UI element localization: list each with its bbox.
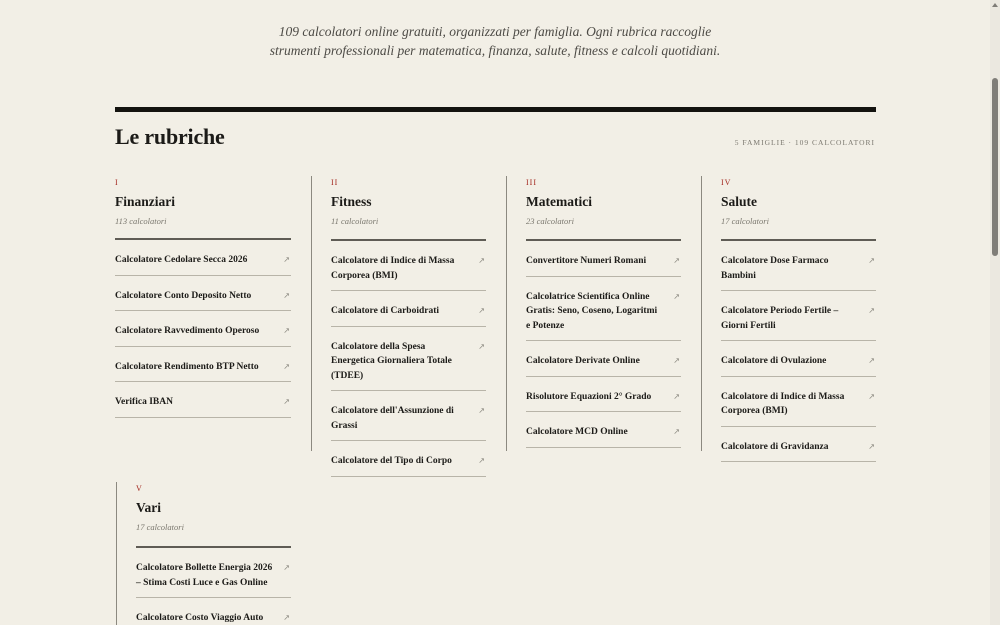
family-title[interactable]: Matematici [526, 194, 592, 209]
arrow-up-right-icon: ↗ [868, 256, 875, 265]
calculator-link[interactable] [721, 377, 876, 427]
calculator-link[interactable] [526, 377, 681, 413]
arrow-up-right-icon: ↗ [673, 291, 680, 301]
family-numeral: II [331, 178, 339, 187]
family-title[interactable]: Finanziari [115, 194, 175, 209]
calculator-link[interactable] [115, 240, 291, 276]
arrow-up-right-icon: ↗ [478, 306, 485, 315]
calculator-link[interactable] [721, 291, 876, 341]
calculator-link[interactable] [115, 382, 291, 418]
section-divider [115, 107, 876, 112]
calculator-link[interactable] [331, 391, 486, 441]
calculator-link[interactable] [721, 341, 876, 377]
family-finanziari [115, 178, 291, 418]
vertical-scrollbar[interactable] [990, 0, 1000, 625]
section-meta: 5 FAMIGLIE · 109 CALCOLATORI [734, 138, 875, 147]
intro-line: strumenti professionali per matematica, finanza, salute, fitness e calcoli quotidiani. [269, 43, 721, 58]
family-numeral: I [115, 178, 119, 187]
calculator-link[interactable] [331, 441, 486, 477]
arrow-up-right-icon: ↗ [283, 361, 290, 371]
family-numeral: IV [721, 178, 732, 187]
arrow-up-right-icon: ↗ [283, 563, 290, 572]
family-fitness [311, 176, 488, 466]
calculator-link[interactable] [331, 291, 486, 327]
arrow-up-right-icon: ↗ [868, 391, 875, 401]
calculator-link[interactable] [115, 347, 291, 383]
calculator-link[interactable] [136, 598, 291, 625]
family-list [136, 548, 291, 625]
calculator-link-label: Calcolatore Conto Deposito Netto [115, 290, 252, 301]
calculator-link[interactable] [526, 412, 681, 448]
calculator-link-label: Calcolatore della Spesa Energetica Giornaliera Totale (TDEE) [331, 341, 452, 381]
calculator-link[interactable] [136, 548, 291, 598]
calculator-link-label: Calcolatore di Gravidanza [721, 441, 829, 452]
arrow-up-right-icon: ↗ [478, 256, 485, 265]
calculator-link-label: Calcolatore Bollette Energia 2026 – Stima Costi Luce e Gas Online [136, 563, 273, 588]
calculator-link[interactable] [721, 427, 876, 463]
arrow-up-right-icon: ↗ [673, 356, 680, 365]
calculator-link-label: Calcolatore Periodo Fertile – Giorni Fertili [721, 306, 839, 331]
family-title[interactable]: Fitness [331, 194, 372, 209]
calculator-link-label: Convertitore Numeri Romani [526, 256, 647, 266]
calculator-link[interactable] [331, 241, 486, 291]
arrow-up-right-icon: ↗ [868, 306, 875, 315]
calculator-link-label: Calcolatore di Ovulazione [721, 356, 827, 366]
calculator-link-label: Calcolatore di Indice di Massa Corporea (BMI) [331, 256, 455, 281]
family-list [721, 241, 876, 462]
arrow-up-right-icon: ↗ [283, 397, 290, 406]
family-matematici [506, 176, 683, 451]
family-count: 113 calcolatori [115, 216, 167, 226]
family-count: 23 calcolatori [526, 216, 574, 226]
arrow-up-right-icon: ↗ [283, 290, 290, 300]
family-list [526, 241, 681, 448]
arrow-up-right-icon: ↗ [283, 613, 290, 622]
family-title[interactable]: Salute [721, 194, 758, 209]
calculator-link-label: Calcolatore Cedolare Secca 2026 [115, 255, 248, 265]
family-count: 17 calcolatori [136, 522, 184, 532]
arrow-up-right-icon: ↗ [868, 356, 875, 365]
calculator-link[interactable] [115, 276, 291, 312]
calculator-link[interactable] [331, 327, 486, 392]
calculator-link-label: Verifica IBAN [115, 397, 173, 407]
family-list [115, 240, 291, 418]
family-numeral: III [526, 178, 537, 187]
family-title[interactable]: Vari [136, 500, 162, 515]
arrow-up-right-icon: ↗ [478, 456, 485, 465]
calculator-link-label: Calcolatore Ravvedimento Operoso [115, 326, 260, 336]
calculator-link[interactable] [526, 341, 681, 377]
arrow-up-right-icon: ↗ [673, 256, 680, 265]
calculator-link-label: Calcolatore Costo Viaggio Auto [136, 613, 264, 623]
arrow-up-right-icon: ↗ [283, 326, 290, 335]
calculator-link-label: Calcolatore del Tipo di Corpo [331, 456, 452, 466]
arrow-up-right-icon: ↗ [283, 255, 290, 264]
calculator-link-label: Calcolatore MCD Online [526, 427, 628, 437]
calculator-link-label: Calcolatore Derivate Online [526, 356, 640, 366]
intro-text [0, 22, 990, 60]
calculator-link-label: Calcolatrice Scientifica Online Gratis: Seno, Coseno, Logaritmi e Potenze [526, 291, 658, 331]
calculator-link-label: Calcolatore di Carboidrati [331, 306, 440, 316]
arrow-up-right-icon: ↗ [673, 391, 680, 401]
calculator-link-label: Calcolatore dell'Assunzione di Grassi [331, 406, 454, 431]
section-title: Le rubriche [115, 124, 225, 149]
family-numeral: V [136, 484, 143, 493]
family-vari [116, 482, 293, 625]
family-count: 11 calcolatori [331, 216, 379, 226]
calculator-link[interactable] [526, 241, 681, 277]
family-count: 17 calcolatori [721, 216, 769, 226]
family-list [331, 241, 486, 477]
calculator-link[interactable] [721, 241, 876, 291]
calculator-link[interactable] [526, 277, 681, 342]
intro-line: 109 calcolatori online gratuiti, organizzati per famiglia. Ogni rubrica raccoglie [278, 24, 712, 39]
arrow-up-right-icon: ↗ [673, 427, 680, 436]
calculator-link[interactable] [115, 311, 291, 347]
scroll-up-arrow-icon[interactable] [992, 3, 998, 7]
calculator-link-label: Calcolatore di Indice di Massa Corporea (BMI) [721, 391, 845, 416]
scrollbar-thumb[interactable] [992, 78, 998, 256]
arrow-up-right-icon: ↗ [478, 341, 485, 351]
calculator-link-label: Calcolatore Rendimento BTP Netto [115, 361, 259, 372]
calculator-link-label: Calcolatore Dose Farmaco Bambini [721, 256, 829, 281]
family-salute [701, 176, 878, 451]
calculator-link-label: Risolutore Equazioni 2° Grado [526, 391, 652, 402]
arrow-up-right-icon: ↗ [868, 441, 875, 451]
arrow-up-right-icon: ↗ [478, 406, 485, 415]
